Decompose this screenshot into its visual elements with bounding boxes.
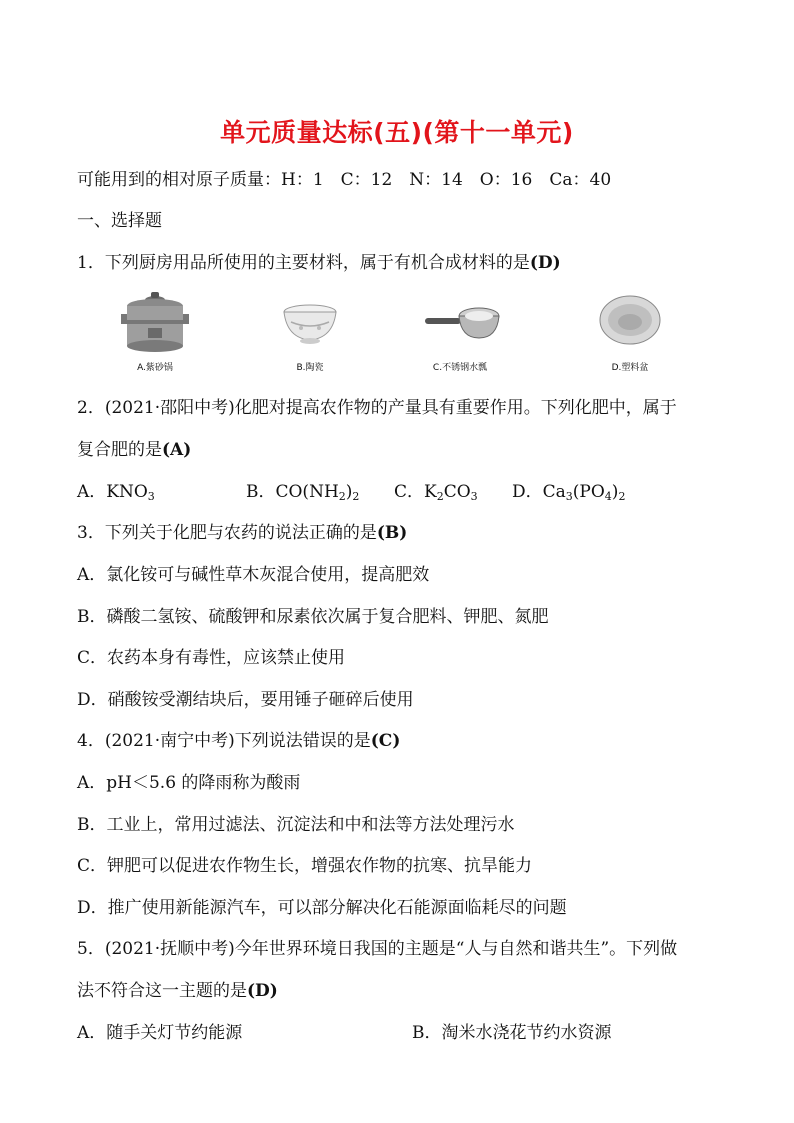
option-d-sub1: 3 xyxy=(565,490,573,503)
option-a-text: A．KNO xyxy=(77,482,148,502)
question-4-option-c: C．钾肥可以促进农作物生长，增强农作物的抗寒、抗旱能力 xyxy=(77,856,533,876)
question-3-option-d: D．硝酸铵受潮结块后，要用锤子砸碎后使用 xyxy=(77,690,414,710)
question-2-text: 复合肥的是 xyxy=(77,440,162,460)
question-5-stem-line1: 5．(2021·抚顺中考)今年世界环境日我国的主题是“人与自然和谐共生”。下列做 xyxy=(77,939,678,959)
option-a-sub: 3 xyxy=(147,490,155,503)
question-2-stem-line1: 2．(2021·邵阳中考)化肥对提高农作物的产量具有重要作用。下列化肥中，属于 xyxy=(77,398,677,418)
option-c-sub2: 3 xyxy=(470,490,478,503)
question-3-option-b: B．磷酸二氢铵、硫酸钾和尿素依次属于复合肥料、钾肥、氮肥 xyxy=(77,607,549,627)
question-1-images xyxy=(100,290,700,380)
image-option-a xyxy=(100,290,210,376)
option-d-sub3: 2 xyxy=(618,490,626,503)
option-b-sub2: 2 xyxy=(352,490,360,503)
option-d-text: D．Ca xyxy=(512,482,566,502)
option-b-text: B．CO(NH xyxy=(246,482,339,502)
image-caption-c: C.不锈钢水瓢 xyxy=(432,363,488,373)
image-caption-a: A.紫砂锅 xyxy=(137,363,173,373)
option-d-sub2: 4 xyxy=(604,490,612,503)
question-4-option-a: A．pH＜5.6 的降雨称为酸雨 xyxy=(77,773,301,793)
atomic-mass-line: 可能用到的相对原子质量：H：1 C：12 N：14 O：16 Ca：40 xyxy=(77,170,612,190)
clay-pot-icon xyxy=(120,290,190,356)
option-c-sub1: 2 xyxy=(436,490,444,503)
question-4-option-b: B．工业上，常用过滤法、沉淀法和中和法等方法处理污水 xyxy=(77,815,515,835)
plastic-basin-icon xyxy=(595,290,665,356)
question-3-text: 3．下列关于化肥与农药的说法正确的是 xyxy=(77,523,377,543)
question-5-option-b: B．淘米水浇花节约水资源 xyxy=(412,1023,612,1043)
question-3-option-c: C．农药本身有毒性，应该禁止使用 xyxy=(77,648,346,668)
option-d-close: ) xyxy=(611,482,619,502)
image-option-d xyxy=(575,290,685,376)
option-d-mid: (PO xyxy=(572,482,605,502)
question-2-stem-line2 xyxy=(77,438,191,462)
question-1-text: 1．下列厨房用品所使用的主要材料，属于有机合成材料的是 xyxy=(77,253,530,273)
question-2-answer: (A) xyxy=(162,440,192,460)
question-3-stem xyxy=(77,521,407,545)
question-1-answer: (D) xyxy=(529,253,561,273)
question-4-text: 4．(2021·南宁中考)下列说法错误的是 xyxy=(77,731,371,751)
question-1-stem xyxy=(77,251,561,275)
ceramic-bowl-icon xyxy=(275,290,345,356)
question-5-answer: (D) xyxy=(247,981,278,1001)
option-b-close: ) xyxy=(345,482,353,502)
question-2-option-a xyxy=(77,480,155,509)
page-title: 单元质量达标(五)(第十一单元) xyxy=(220,118,574,147)
image-caption-d: D.塑料盆 xyxy=(611,363,649,373)
question-4-stem xyxy=(77,729,400,753)
option-c-mid: CO xyxy=(443,482,471,502)
question-4-answer: (C) xyxy=(370,731,401,751)
question-4-option-d: D．推广使用新能源汽车，可以部分解决化石能源面临耗尽的问题 xyxy=(77,898,567,918)
section-heading: 一、选择题 xyxy=(77,211,162,231)
image-caption-b: B.陶瓷 xyxy=(296,363,324,373)
question-3-option-a: A．氯化铵可与碱性草木灰混合使用，提高肥效 xyxy=(77,565,430,585)
question-2-option-b xyxy=(246,480,359,509)
question-3-answer: (B) xyxy=(376,523,408,543)
option-c-text: C．K xyxy=(394,482,437,502)
steel-ladle-icon xyxy=(425,290,505,356)
image-option-b xyxy=(255,290,365,376)
question-5-stem-line2 xyxy=(77,979,278,1003)
option-b-sub1: 2 xyxy=(338,490,346,503)
image-option-c xyxy=(405,290,515,376)
question-2-option-c xyxy=(394,480,478,509)
question-5-option-a: A．随手关灯节约能源 xyxy=(77,1023,243,1043)
question-5-text: 法不符合这一主题的是 xyxy=(77,981,247,1001)
question-2-option-d xyxy=(512,480,625,509)
